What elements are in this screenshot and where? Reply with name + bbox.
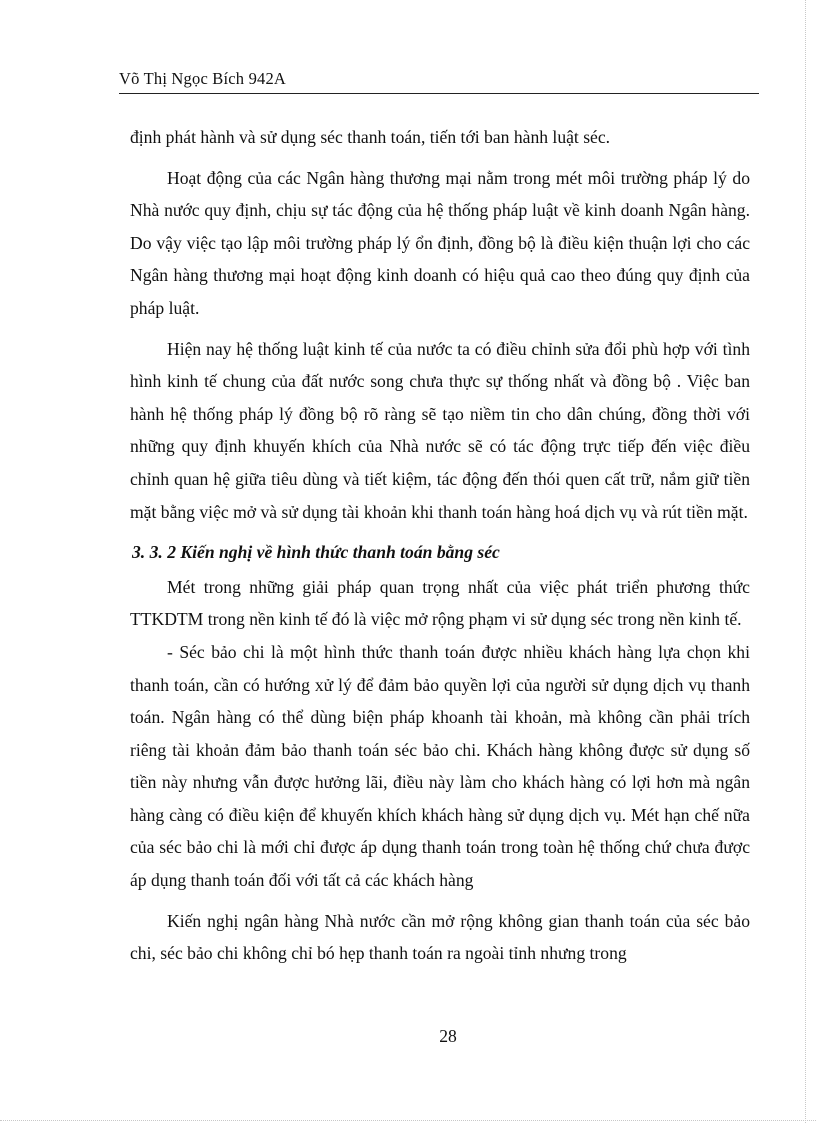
page-edge-bottom — [0, 1120, 816, 1121]
paragraph-certified-cheque: - Séc bảo chi là một hình thức thanh toán được nhiều khách hàng lựa chọn khi thanh toán, cần có hướng xử lý để đảm bảo quyền lợi của người sử dụng dịch vụ thanh toán. Ngân hàng có thể dùng biện pháp khoanh tài khoản, mà không cần phải trích riêng tài khoản đảm bảo thanh toán séc bảo chi. Khách hàng không được sử dụng số tiền này nhưng vẫn được hưởng lãi, điều này làm cho khách hàng có lợi hơn mà ngân hàng càng có điều kiện để khuyến khích khách hàng sử dụng dịch vụ. Mét hạn chế nữa của séc bảo chi là mới chỉ được áp dụng thanh toán trong toàn hệ thống chứ chưa được áp dụng thanh toán đối với tất cả các khách hàng — [130, 641, 750, 891]
paragraph-cheque-solution: Mét trong những giải pháp quan trọng nhất của việc phát triển phương thức TTKDTM trong nền kinh tế đó là việc mở rộng phạm vi sử dụng séc trong nền kinh tế. — [130, 576, 750, 630]
paragraph-economic-law: Hiện nay hệ thống luật kinh tế của nước ta có điều chỉnh sửa đổi phù hợp với tình hình kinh tế chung của đất nước song chưa thực sự thống nhất và đồng bộ . Việc ban hành hệ thống pháp lý đồng bộ rõ ràng sẽ tạo niềm tin cho dân chúng, đồng thời với những quy định khuyến khích của Nhà nước sẽ có tác động trực tiếp đến việc điều chỉnh quan hệ giữa tiêu dùng và tiết kiệm, tác động đến thói quen cất trữ, nắm giữ tiền mặt bằng việc mở và sử dụng tài khoản khi thanh toán hàng hoá dịch vụ và rút tiền mặt. — [130, 338, 750, 522]
page-number: 28 — [439, 1026, 457, 1046]
header-title: Võ Thị Ngọc Bích 942A — [119, 69, 287, 88]
paragraph-legal-environment: Hoạt động của các Ngân hàng thương mại nằm trong mét môi trường pháp lý do Nhà nước quy định, chịu sự tác động của hệ thống pháp luật về kinh doanh Ngân hàng. Do vậy việc tạo lập môi trường pháp lý ổn định, đồng bộ là điều kiện thuận lợi cho các Ngân hàng thương mại hoạt động kinh doanh có hiệu quả cao theo đúng quy định của pháp luật. — [130, 167, 750, 318]
page-header — [119, 70, 759, 96]
header-divider — [119, 93, 759, 94]
page-edge-right — [805, 0, 806, 1123]
paragraph-recommendation: Kiến nghị ngân hàng Nhà nước cần mở rộng không gian thanh toán của séc bảo chi, séc bảo chi không chỉ bó hẹp thanh toán ra ngoài tỉnh nhưng trong — [130, 910, 750, 964]
page-body — [130, 121, 750, 970]
section-heading: 3. 3. 2 Kiến nghị về hình thức thanh toán bằng séc — [132, 542, 500, 563]
paragraph-continuation: định phát hành và sử dụng séc thanh toán, tiến tới ban hành luật séc. — [130, 127, 611, 147]
